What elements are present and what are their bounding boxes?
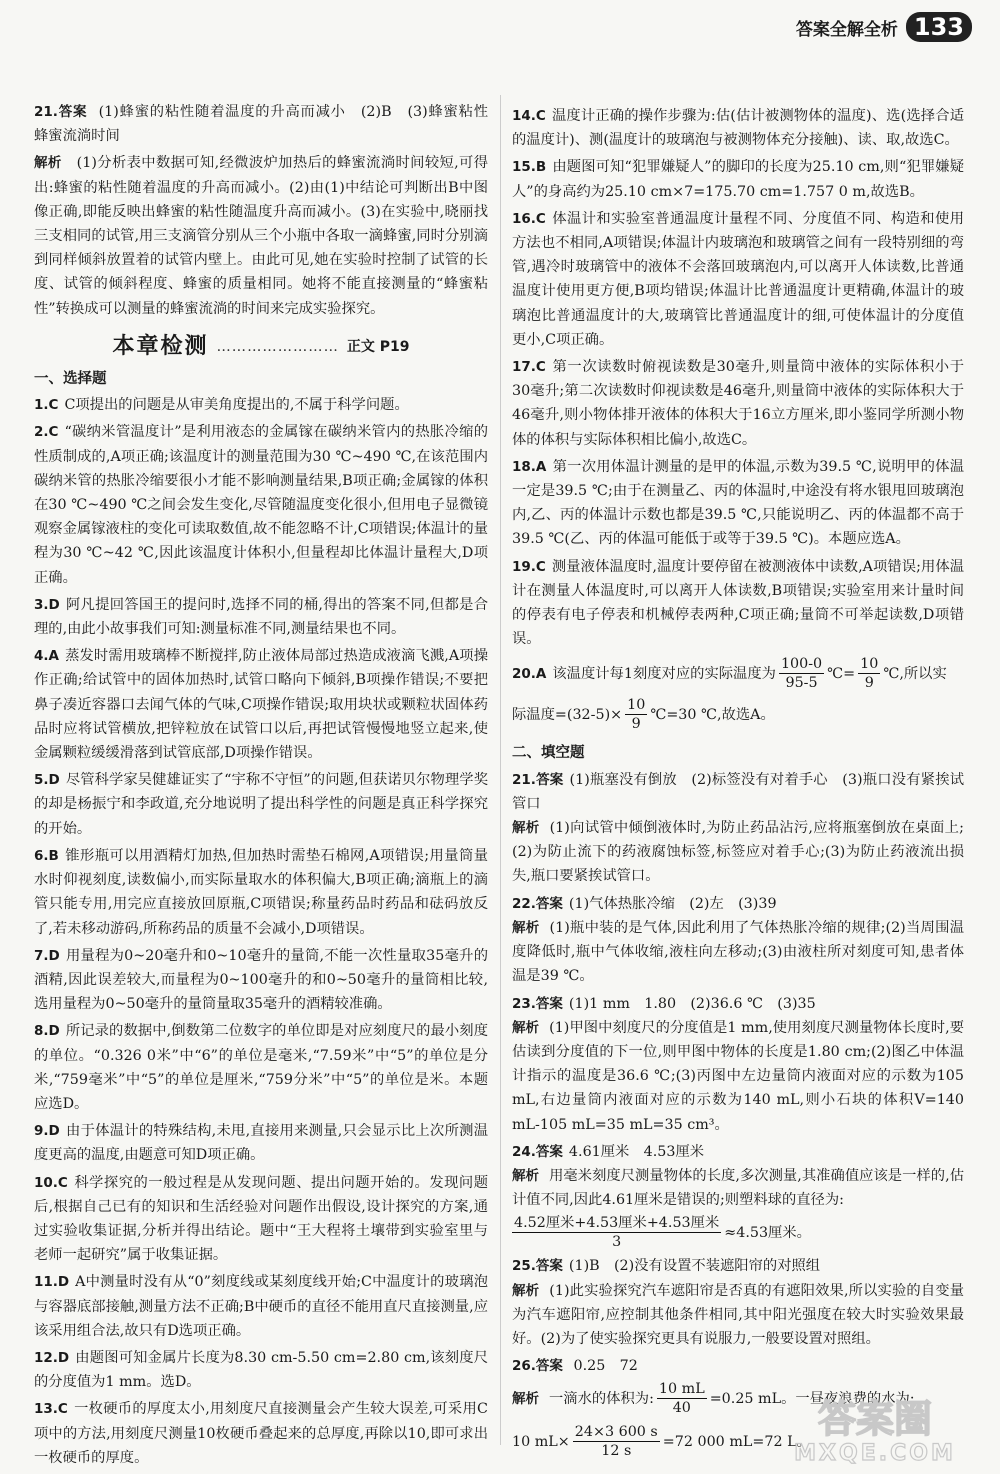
choice-question [512,155,964,203]
fraction-denominator: 9 [631,716,641,733]
analysis-label: 解析 [34,155,62,172]
question-number: 6.B [34,847,59,864]
fraction-denominator: 40 [672,1400,691,1417]
analysis-label: 解析 [512,1390,539,1407]
question-text: 阿凡提回答国王的提问时,选择不同的桶,得出的答案不同,但都是合理的,由此小故事我们可知:测量标准不同,测量结果也不同。 [34,596,488,638]
question-text: C项提出的问题是从审美角度提出的,不属于科学问题。 [64,397,409,414]
answer-text: 4.61厘米 4.53厘米 [568,1143,705,1160]
question-number: 23.答案 [512,995,563,1012]
question-number: 21.答案 [512,771,564,788]
fraction [625,696,647,733]
choice-question [34,1019,488,1116]
question-text: 第一次读数时俯视读数是30毫升,则量筒中液体的实际体积小于30毫升;第二次读数时仰视读数是46毫升,则量筒中液体的实际体积大于46毫升,则小物体排开液体的体积大于16立方厘米,即小鉴同学所测小物体的体积与实际体积相比偏小,故选C。 [512,359,964,448]
question-number: 17.C [512,359,546,376]
question-number: 21.答案 [34,104,88,120]
left-column [34,100,503,1473]
fraction-numerator: 100-0 [780,656,823,673]
choice-question [34,768,488,841]
question-text: A中测量时没有从“0”刻度线或某刻度线开始;C中温度计的玻璃泡与容器底部接触,测量方法不正确;B中硬币的直径不能用直尺直接测量,应该采用组合法,故只有D选项正确。 [34,1274,488,1339]
fraction [779,655,824,692]
analysis-label: 解析 [512,1282,540,1299]
question-number: 19.C [512,558,546,575]
choice-question [34,1119,488,1167]
q20-mid: ℃= [827,665,856,682]
fill-question [512,892,964,989]
choice-question [34,420,488,589]
question-number: 9.D [34,1123,60,1140]
question-text: 蒸发时需用玻璃棒不断搅拌,防止液体局部过热造成液滴飞溅,A项操作正确;给试管中的固体加热时,试管口略向下倾斜,B项操作错误;不要把鼻子凑近容器口去闻气体的气味,C项操作错误;取用块状或颗粒状固体药品时应将试管横放,把锌粒放在试管口以后,再把试管慢慢地竖立起来,使金属颗粒缓缓滑落到试管底部,D项操作错误。 [34,648,488,762]
fraction-numerator: 4.52厘米+4.53厘米+4.53厘米 [514,1215,720,1232]
analysis-label: 解析 [512,1167,540,1184]
q20-text-before: 该温度计每1刻度对应的实际温度为 [552,665,776,682]
answer-text: (1)B (2)没有设置不装遮阳帘的对照组 [568,1258,821,1275]
analysis-text: (1)向试管中倾倒液体时,为防止药品沾污,应将瓶塞倒放在桌面上;(2)为防止流下的药液腐蚀标签,标签应对着手心;(3)为防止药液流出损失,瓶口要紧挨试管口。 [512,820,965,885]
question-number: 4.A [34,648,59,665]
q26-line2-before: 10 mL× [512,1433,570,1450]
watermark-bottom-text: MXQE.COM [794,1441,956,1466]
chapter-page-ref: 正文 P19 [346,338,410,355]
question-text: 一枚硬币的厚度太小,用刻度尺直接测量会产生较大误差,可采用C项中的方法,用刻度尺测量10枚硬币叠起来的总厚度,再除以10,即可求出一枚硬币的厚度。 [34,1401,488,1466]
fraction-numerator: 10 [860,656,879,673]
question-number: 5.D [34,772,60,789]
formula-result: ≈4.53厘米。 [724,1224,811,1241]
question-number: 18.A [512,458,547,475]
fraction-numerator: 24×3 600 s [574,1424,658,1441]
chapter-title: 本章检测 [112,333,209,359]
question-text: 尽管科学家吴健雄证实了“宇称不守恒”的问题,但获诺贝尔物理学奖的却是杨振宁和李政道,充分地说明了提出科学性的问题是真正科学探究的开始。 [34,772,488,837]
choice-question [34,1270,488,1343]
question-number: 24.答案 [512,1143,563,1160]
analysis-text: (1)此实验探究汽车遮阳帘是否真的有遮阳效果,所以实验的自变量为汽车遮阳帘,应控制其他条件相同,其中阳光强度在较大时实验效果最好。(2)为了使实验探究更具有说服力,一般要设置对照组。 [512,1282,964,1347]
question-text: 体温计和实验室普通温度计量程不同、分度值不同、构造和使用方法也不相同,A项错误;体温计内玻璃泡和玻璃管之间有一段特别细的弯管,遇冷时玻璃管中的液体不会落回玻璃泡内,可以离开人体读数,比普通温度计使用更方便,B项均错误;体温计比普通温度计更精确,体温计的玻璃泡比普通温度计的大,玻璃管比普通温度计的细,可使体温计的分度值更小,C项正确。 [512,210,964,348]
choice-question [512,104,964,152]
question-number: 16.C [512,210,546,227]
fill-question-list [512,768,964,1351]
choice-question [512,555,964,652]
q20-line2-after: ℃=30 ℃,故选A。 [650,706,775,723]
q24-formula [512,1214,964,1251]
analysis-text: (1)甲图中刻度尺的分度值是1 mm,使用刻度尺测量物体长度时,要估读到分度值的下一位,则甲图中物体的长度是1.80 cm;(2)图乙中体温计指示的温度是36.6 ℃;(3)丙图中左边量筒内液面对应的示数为105 mL,右边量筒内液面对应的示数为140 mL,则小石块的体积V=140 mL-105 mL=35 mL=35 cm³。 [512,1019,965,1133]
analysis-label: 解析 [512,820,540,837]
choice-question [34,1346,488,1394]
page-number: 133 [906,12,972,42]
fill-question [512,1254,964,1351]
analysis-text: (1)分析表中数据可知,经微波炉加热后的蜂蜜流淌时间较短,可得出:蜂蜜的粘性随着温度的升高而减小。(2)由(1)中结论可判断出B中图像正确,即能反映出蜂蜜的粘性随温度升高而减小。(3)在实验中,晓丽找三支相同的试管,用三支滴管分别从三个小瓶中各取一滴蜂蜜,同时分别滴到同样倾斜放置着的试管内壁上。由此可见,她在实验时控制了试管的长度、试管的倾斜程度、蜂蜜的质量相同。她将不能直接测量的“蜂蜜粘性”转换成可以测量的蜂蜜流淌的时间来完成实验探究。 [34,155,489,317]
right-column [512,104,964,1463]
fraction-denominator: 3 [612,1234,622,1251]
q26-text-mid: =0.25 mL。一昼夜浪费的水为: [709,1390,915,1407]
q20-text-after: ℃,所以实 [883,665,947,682]
choice-question [34,393,488,417]
question-20 [512,655,964,733]
fill-question [512,992,964,1137]
fraction [657,1380,707,1417]
question-text: 科学探究的一般过程是从发现问题、提出问题开始的。发现问题后,根据自己已有的知识和生活经验对问题作出假设,设计探究的方案,通过实验收集证据,分析并得出结论。题中“王大程将土壤带到实验室里与老师一起研究”属于收集证据。 [34,1174,488,1264]
question-number: 20.A [512,665,547,682]
question-number: 10.C [34,1174,68,1191]
fill-question [512,1140,964,1252]
question-text: 第一次用体温计测量的是甲的体温,示数为39.5 ℃,说明甲的体温一定是39.5 ℃;由于在测量乙、丙的体温时,中途没有将水银甩回玻璃泡内,乙、丙的体温计示数也都是39.5 ℃,只能说明乙、丙的体温都不高于39.5 ℃(乙、丙的体温可能低于或等于39.5 ℃)。本题应选A。 [512,458,964,548]
question-21 [34,100,503,148]
fraction [573,1423,660,1460]
analysis-label: 解析 [512,1019,540,1036]
answer-text: (1)蜂蜜的粘性随着温度的升高而减小 (2)B (3)蜂蜜粘性 蜂蜜流淌时间 [34,104,503,145]
question-number: 8.D [34,1023,60,1040]
fraction-denominator: 9 [864,675,874,692]
question-number: 2.C [34,424,59,441]
question-text: 由题图可知金属片长度为8.30 cm-5.50 cm=2.80 cm,该刻度尺的分度值为1 mm。选D。 [34,1349,488,1391]
q26-text-before: 一滴水的体积为: [549,1390,654,1407]
choice-question [512,455,964,552]
question-text: 由题图可知“犯罪嫌疑人”的脚印的长度为25.10 cm,则“犯罪嫌疑人”的身高约为25.10 cm×7=175.70 cm=1.757 0 m,故选B。 [512,159,964,200]
question-number: 22.答案 [512,895,563,912]
analysis-text: (1)瓶中装的是气体,因此利用了气体热胀冷缩的规律;(2)当周围温度降低时,瓶中气体收缩,液柱向左移动;(3)由液柱所对刻度可知,患者体温是39 ℃。 [512,919,964,985]
question-number: 3.D [34,596,60,613]
question-number: 13.C [34,1401,68,1418]
choice-question-list-continued [512,104,964,651]
fraction [512,1214,721,1251]
question-number: 1.C [34,397,59,414]
fraction-numerator: 10 [627,697,646,714]
choice-question [34,1397,488,1470]
question-text: 所记录的数据中,倒数第二位数字的单位即是对应刻度尺的最小刻度的单位。“0.326 0米”中“6”的单位是毫米,“7.59米”中“5”的单位是分米,“759毫米”中“5”的单位是厘米,“759分米”中“5”的单位是米。本题应选D。 [34,1023,488,1112]
question-number: 25.答案 [512,1258,563,1275]
fraction [858,655,880,692]
answer-text: 0.25 72 [573,1358,638,1375]
choice-question [34,844,488,941]
question-text: 用量程为0~20毫升和0~10毫升的量筒,不能一次性量取35毫升的酒精,因此误差较大,而量程为0~100毫升的和0~50毫升的量筒相比较,选用量程为0~50毫升的量筒量取35毫升的酒精较准确。 [34,947,488,1013]
answer-text: (1)1 mm 1.80 (2)36.6 ℃ (3)35 [568,995,816,1012]
column-divider [500,95,501,1445]
choice-question [512,207,964,352]
question-text: “碳纳米管温度计”是利用液态的金属镓在碳纳米管内的热胀冷缩的性质制成的,A项正确;该温度计的测量范围为30 ℃~490 ℃,在该范围内碳纳米管的热胀冷缩要很小才能不影响测量结果,B项正确;金属镓的体积在30 ℃~490 ℃之间会发生变化,尽管随温度变化很小,但用电子显微镜观察金属镓液柱的变化可读取数值,故不能忽略不计,C项错误;体温计的量程为30 ℃~42 ℃,因此该温度计体积小,但量程却比体温计量程大,D项正确。 [34,424,488,586]
fill-question [512,768,964,889]
question-number: 26.答案 [512,1358,563,1375]
section-heading-fill: 二、填空题 [512,745,585,762]
watermark-top-text: 答案圈 [817,1397,933,1441]
watermark-graphic [770,1392,980,1466]
question-text: 锥形瓶可以用酒精灯加热,但加热时需垫石棉网,A项错误;用量筒量水时仰视刻度,读数偏小,而实际量取水的体积偏大,B项正确;滴瓶上的滴管只能专用,用完应直接放回原瓶,C项错误;称量药品时药品和砝码放反了,若未移动游码,所称药品的质量不会减小,D项错误。 [34,847,488,937]
question-text: 测量液体温度时,温度计要停留在被测液体中读数,A项错误;用体温计在测量人体温度时,可以离开人体读数,B项错误;实验室用来计量时间的停表有电子停表和机械停表两种,C项正确;量筒不可举起读数,D项错误。 [512,558,964,648]
question-text: 温度计正确的操作步骤为:估(估计被测物体的温度)、选(选择合适的温度计)、测(温度计的玻璃泡与被测物体充分接触)、读、取,故选C。 [512,108,964,149]
question-number: 11.D [34,1274,70,1291]
fraction-numerator: 10 mL [658,1381,705,1398]
question-text: 由于体温计的特殊结构,未甩,直接用来测量,只会显示比上次所测温度更高的温度,由题意可知D项正确。 [34,1123,488,1164]
watermark-logo [770,1392,980,1466]
question-number: 14.C [512,108,546,124]
choice-question [34,1171,488,1268]
answer-text: (1)气体热胀冷缩 (2)左 (3)39 [568,895,777,912]
choice-question [34,944,488,1017]
analysis-text: 用毫米刻度尺测量物体的长度,多次测量,其准确值应该是一样的,估计值不同,因此4.61厘米是错误的;则塑料球的直径为: [512,1167,965,1209]
chapter-dots: …………………… [216,338,339,355]
choice-question-list [34,393,488,1470]
fraction-denominator: 12 s [601,1443,632,1460]
choice-question [512,355,964,452]
question-number: 15.B [512,159,547,176]
section-heading-choice: 一、选择题 [34,371,107,388]
analysis-label: 解析 [512,919,540,936]
fraction-denominator: 95-5 [785,675,818,692]
page-header [796,12,972,42]
header-title: 答案全解全析 [795,19,898,40]
question-21-analysis [34,151,488,320]
chapter-heading [34,335,488,359]
choice-question [34,593,488,641]
q26-line2-after: =72 000 mL=72 L。 [662,1433,811,1450]
q20-line2-before: 际温度=(32-5)× [512,706,623,723]
question-number: 12.D [34,1349,70,1366]
choice-question [34,644,488,765]
answer-text: (1)瓶塞没有倒放 (2)标签没有对着手心 (3)瓶口没有紧挨试管口 [512,771,964,812]
question-number: 7.D [34,947,60,964]
